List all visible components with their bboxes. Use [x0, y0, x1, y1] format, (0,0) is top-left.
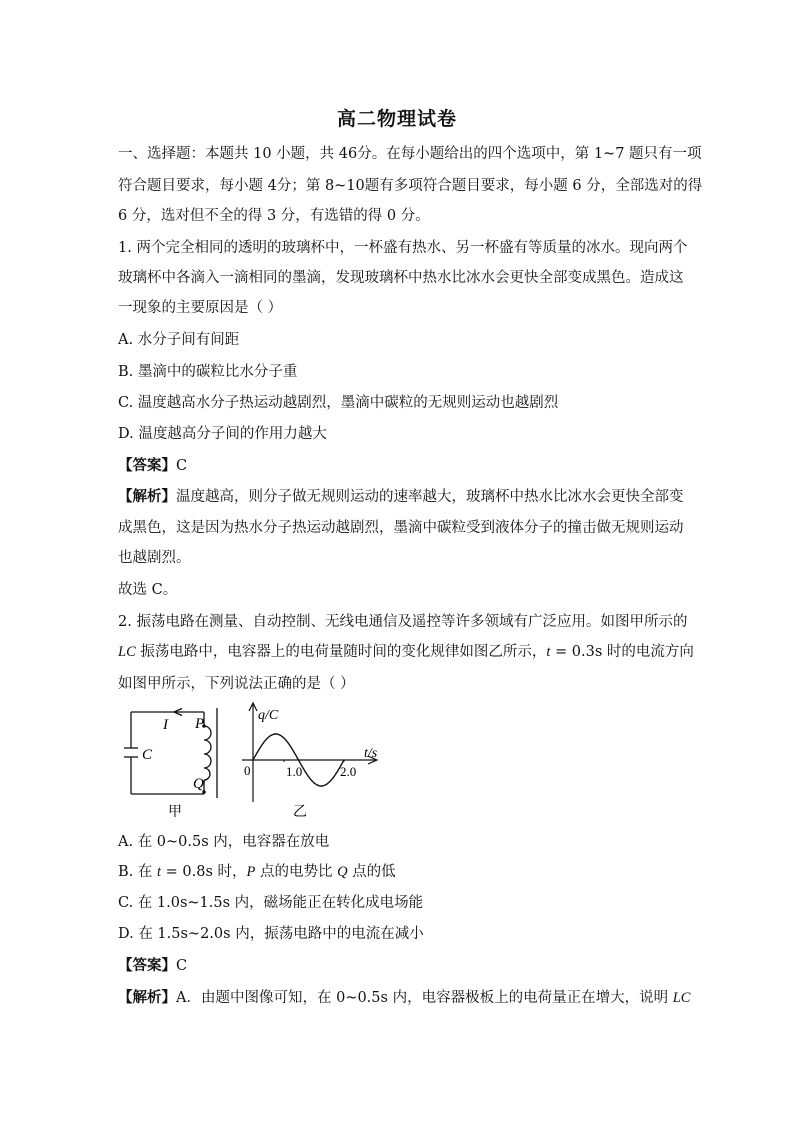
- q2-stem-line-1: 2. 振荡电路在测量、自动控制、无线电通信及遥控等许多领域有广泛应用。如图甲所示的: [118, 614, 688, 630]
- q1-option-b: B. 墨滴中的碳粒比水分子重: [118, 364, 298, 380]
- x-axis-label: t/s: [364, 746, 378, 761]
- section-instructions-line-2: 符合题目要求，每小题 4分；第 8~10题有多项符合题目要求，每小题 6 分，全部选对的得: [118, 178, 703, 194]
- q1-stem-line-3: 一现象的主要原因是（ ）: [118, 300, 283, 316]
- section-instructions-line-3: 6 分，选对但不全的得 3 分，有选错的得 0 分。: [118, 208, 430, 224]
- q2-option-b: [118, 862, 678, 882]
- option-text: 点的低: [347, 864, 396, 880]
- section-instructions-line-1: 一、选择题：本题共 10 小题，共 46分。在每小题给出的四个选项中，第 1~7 题只有一项: [118, 146, 702, 162]
- p-label: P: [195, 716, 205, 732]
- q2-stem-text: 振荡电路中，电容器上的电荷量随时间的变化规律如图乙所示，: [135, 644, 547, 660]
- q2-option-d: D. 在 1.5s~2.0s 内，振荡电路中的电流在减小: [118, 926, 424, 942]
- answer-value: C: [176, 458, 188, 474]
- q-symbol: Q: [337, 864, 348, 880]
- q2-analysis-line-1: [118, 988, 691, 1008]
- caption-jia: 甲: [168, 805, 182, 820]
- option-text: 点的电势比: [255, 864, 338, 880]
- q1-stem-line-1: 1. 两个完全相同的透明的玻璃杯中，一杯盛有热水、另一杯盛有等质量的冰水。现向两个: [118, 240, 688, 256]
- t-symbol: t: [546, 644, 551, 660]
- p-symbol: P: [246, 864, 256, 880]
- origin-label: 0: [244, 763, 251, 778]
- caption-yi: 乙: [293, 805, 307, 820]
- lc-symbol: LC: [672, 990, 691, 1006]
- q1-analysis-line-2: 成黑色，这是因为热水分子热运动越剧烈，墨滴中碳粒受到液体分子的撞击做无规则运动: [118, 520, 684, 536]
- q2-stem-line-2: [118, 642, 694, 662]
- q2-answer: [118, 956, 678, 976]
- q2-option-a: A. 在 0~0.5s 内，电容器在放电: [118, 834, 330, 850]
- tick-label-2: 2.0: [340, 764, 357, 779]
- q1-answer: [118, 456, 678, 476]
- analysis-label: 【解析】: [118, 989, 176, 1006]
- page-title: 高二物理试卷: [336, 108, 457, 130]
- q1-option-d: D. 温度越高分子间的作用力越大: [118, 426, 327, 442]
- tick-label-1: 1.0: [286, 764, 303, 779]
- q1-option-a: A. 水分子间有间距: [118, 332, 240, 348]
- q1-stem-line-2: 玻璃杯中各滴入一滴相同的墨滴，发现玻璃杯中热水比冰水会更快全部变成黑色。造成这: [118, 270, 684, 286]
- y-axis-label: q/C: [258, 708, 279, 723]
- t-symbol: t: [156, 864, 162, 880]
- q1-option-c: C. 温度越高水分子热运动越剧烈，墨滴中碳粒的无规则运动也越剧烈: [118, 395, 559, 411]
- q1-analysis-line-3: 也越剧烈。: [118, 550, 191, 566]
- analysis-label: 【解析】: [118, 488, 176, 505]
- q1-conclusion: 故选 C。: [118, 582, 178, 598]
- q2-stem-text: = 0.3s 时的电流方向: [550, 644, 694, 660]
- answer-value: C: [176, 958, 188, 974]
- option-text: B. 在: [118, 864, 153, 880]
- q2-stem-line-3: 如图甲所示，下列说法正确的是（ ）: [118, 676, 355, 692]
- circuit-and-graph: [118, 700, 418, 830]
- capacitor-label: C: [142, 747, 153, 763]
- q2-figures: [118, 700, 418, 830]
- inductor-coil: [204, 726, 211, 780]
- answer-label: 【答案】: [118, 957, 176, 974]
- answer-label: 【答案】: [118, 457, 176, 474]
- q2-option-c: C. 在 1.0s~1.5s 内，磁场能正在转化成电场能: [118, 895, 424, 911]
- option-text: = 0.8s 时，: [161, 864, 247, 880]
- analysis-text: A．由题中图像可知，在 0~0.5s 内，电容器极板上的电荷量正在增大，说明: [176, 990, 673, 1006]
- current-label: I: [163, 717, 168, 733]
- q1-analysis-line-1: [118, 487, 684, 507]
- lc-symbol: LC: [118, 644, 136, 660]
- q-label: Q: [193, 776, 204, 792]
- analysis-text: 温度越高，则分子做无规则运动的速率越大，玻璃杯中热水比冰水会更快全部变: [176, 489, 684, 505]
